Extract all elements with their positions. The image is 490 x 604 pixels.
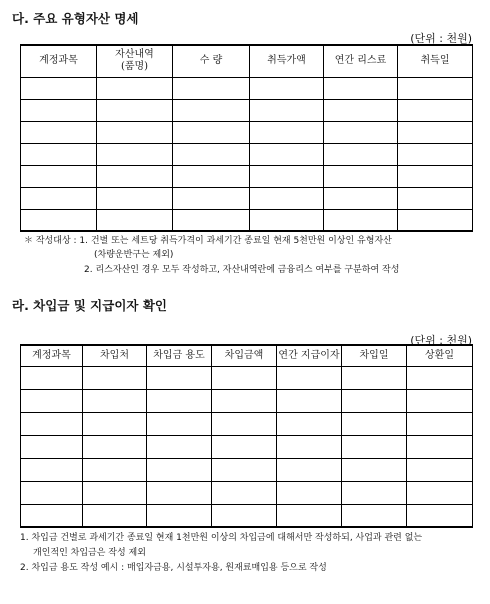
table-cell[interactable] (97, 165, 173, 187)
note-line: 개인적인 차입금은 작성 제외 (33, 548, 146, 558)
table-row (21, 143, 473, 165)
table-cell[interactable] (277, 481, 342, 504)
col-header-lender: 차입처 (83, 345, 147, 366)
table-cell[interactable] (212, 389, 277, 412)
table-cell[interactable] (324, 165, 398, 187)
table-cell[interactable] (83, 504, 147, 527)
col-header-annual-interest: 연간 지급이자 (277, 345, 342, 366)
col-header-acquisition-date: 취득일 (398, 45, 473, 77)
table-cell[interactable] (83, 435, 147, 458)
table-cell[interactable] (342, 366, 407, 389)
col-header-annual-lease: 연간 리스료 (324, 45, 398, 77)
table-cell[interactable] (21, 412, 83, 435)
col-header-repayment-date: 상환일 (407, 345, 473, 366)
table-cell[interactable] (407, 366, 473, 389)
table-cell[interactable] (97, 99, 173, 121)
table-cell[interactable] (83, 366, 147, 389)
table-row (21, 366, 473, 389)
table-cell[interactable] (212, 412, 277, 435)
table-cell[interactable] (83, 481, 147, 504)
table-row (21, 481, 473, 504)
table-cell[interactable] (342, 458, 407, 481)
table-row (21, 389, 473, 412)
table-cell[interactable] (212, 458, 277, 481)
note-line: 2. 차입금 용도 작성 예시 : 매입자금용, 시설투자용, 원재료매입용 등으로 작성 (20, 563, 327, 573)
table-cell[interactable] (324, 77, 398, 99)
section-a-unit: (단위 : 천원) (410, 32, 472, 45)
table-cell[interactable] (277, 458, 342, 481)
table-cell[interactable] (83, 389, 147, 412)
table-cell[interactable] (342, 435, 407, 458)
note-line: ＊ 작성대상 : 1. 건별 또는 세트당 취득가격이 과세기간 종료일 현재 5천만원 이상인 유형자산 (24, 236, 392, 246)
note-line: (차량운반구는 제외) (94, 250, 174, 260)
table-cell[interactable] (324, 209, 398, 231)
col-header-quantity: 수 량 (173, 45, 250, 77)
col-header-loan-date: 차입일 (342, 345, 407, 366)
table-cell[interactable] (97, 143, 173, 165)
table-cell[interactable] (21, 165, 97, 187)
loans-table-header (21, 345, 473, 366)
note-line: 2. 리스자산인 경우 모두 작성하고, 자산내역란에 금융리스 여부를 구분하여 작성 (84, 265, 400, 275)
table-cell[interactable] (277, 366, 342, 389)
table-cell[interactable] (407, 412, 473, 435)
col-header-loan-purpose: 차입금 용도 (147, 345, 212, 366)
col-header-loan-amount: 차입금액 (212, 345, 277, 366)
table-cell[interactable] (277, 389, 342, 412)
table-row (21, 121, 473, 143)
col-header-acquisition-cost: 취득가액 (250, 45, 324, 77)
table-cell[interactable] (173, 99, 250, 121)
table-cell[interactable] (173, 143, 250, 165)
table-cell[interactable] (407, 389, 473, 412)
table-cell[interactable] (147, 458, 212, 481)
table-cell[interactable] (398, 143, 473, 165)
col-header-account: 계정과목 (21, 45, 97, 77)
table-cell[interactable] (21, 458, 83, 481)
table-cell[interactable] (97, 121, 173, 143)
table-cell[interactable] (324, 121, 398, 143)
table-cell[interactable] (97, 209, 173, 231)
table-cell[interactable] (212, 481, 277, 504)
table-cell[interactable] (407, 458, 473, 481)
table-cell[interactable] (21, 209, 97, 231)
table-cell[interactable] (250, 143, 324, 165)
table-row (21, 209, 473, 231)
table-cell[interactable] (407, 435, 473, 458)
table-cell[interactable] (147, 366, 212, 389)
table-cell[interactable] (147, 504, 212, 527)
table-cell[interactable] (147, 412, 212, 435)
table-cell[interactable] (277, 504, 342, 527)
table-cell[interactable] (83, 458, 147, 481)
table-cell[interactable] (21, 366, 83, 389)
table-cell[interactable] (250, 165, 324, 187)
table-cell[interactable] (250, 99, 324, 121)
assets-table (20, 44, 473, 232)
table-row (21, 187, 473, 209)
table-cell[interactable] (147, 481, 212, 504)
table-cell[interactable] (21, 77, 97, 99)
table-cell[interactable] (342, 389, 407, 412)
table-row (21, 165, 473, 187)
table-cell[interactable] (173, 121, 250, 143)
table-cell[interactable] (250, 187, 324, 209)
table-cell[interactable] (398, 121, 473, 143)
table-cell[interactable] (250, 209, 324, 231)
section-b-title: 라. 차입금 및 지급이자 확인 (12, 298, 167, 313)
table-row (21, 99, 473, 121)
section-b-unit: (단위 : 천원) (410, 334, 472, 347)
table-row (21, 412, 473, 435)
table-cell[interactable] (173, 165, 250, 187)
table-row (21, 504, 473, 527)
table-cell[interactable] (97, 187, 173, 209)
table-cell[interactable] (398, 99, 473, 121)
table-cell[interactable] (342, 504, 407, 527)
table-cell[interactable] (147, 435, 212, 458)
table-cell[interactable] (398, 209, 473, 231)
table-cell[interactable] (21, 99, 97, 121)
table-cell[interactable] (173, 77, 250, 99)
table-cell[interactable] (21, 121, 97, 143)
table-cell[interactable] (324, 187, 398, 209)
table-row (21, 435, 473, 458)
table-cell[interactable] (97, 77, 173, 99)
table-cell[interactable] (212, 504, 277, 527)
table-cell[interactable] (173, 209, 250, 231)
assets-table-header (21, 45, 473, 77)
table-cell[interactable] (250, 77, 324, 99)
table-cell[interactable] (83, 412, 147, 435)
table-cell[interactable] (21, 389, 83, 412)
table-cell[interactable] (277, 435, 342, 458)
table-cell[interactable] (21, 481, 83, 504)
table-cell[interactable] (250, 121, 324, 143)
table-cell[interactable] (212, 435, 277, 458)
table-row (21, 77, 473, 99)
col-header-asset-detail: 자산내역 (품명) (97, 45, 173, 77)
table-cell[interactable] (21, 187, 97, 209)
note-line: 1. 차입금 건별로 과세기간 종료일 현재 1천만원 이상의 차입금에 대해서만 작성하되, 사업과 관련 없는 (20, 533, 423, 543)
table-cell[interactable] (407, 481, 473, 504)
table-row (21, 458, 473, 481)
table-cell[interactable] (398, 77, 473, 99)
table-cell[interactable] (173, 187, 250, 209)
loans-table (20, 344, 473, 528)
table-cell[interactable] (342, 412, 407, 435)
table-cell[interactable] (342, 481, 407, 504)
table-cell[interactable] (147, 389, 212, 412)
table-cell[interactable] (212, 366, 277, 389)
table-cell[interactable] (407, 504, 473, 527)
table-cell[interactable] (277, 412, 342, 435)
col-header-account: 계정과목 (21, 345, 83, 366)
table-cell[interactable] (398, 187, 473, 209)
table-cell[interactable] (324, 99, 398, 121)
table-cell[interactable] (21, 143, 97, 165)
table-cell[interactable] (398, 165, 473, 187)
section-a-title: 다. 주요 유형자산 명세 (12, 11, 139, 26)
table-cell[interactable] (324, 143, 398, 165)
table-cell[interactable] (21, 504, 83, 527)
table-cell[interactable] (21, 435, 83, 458)
